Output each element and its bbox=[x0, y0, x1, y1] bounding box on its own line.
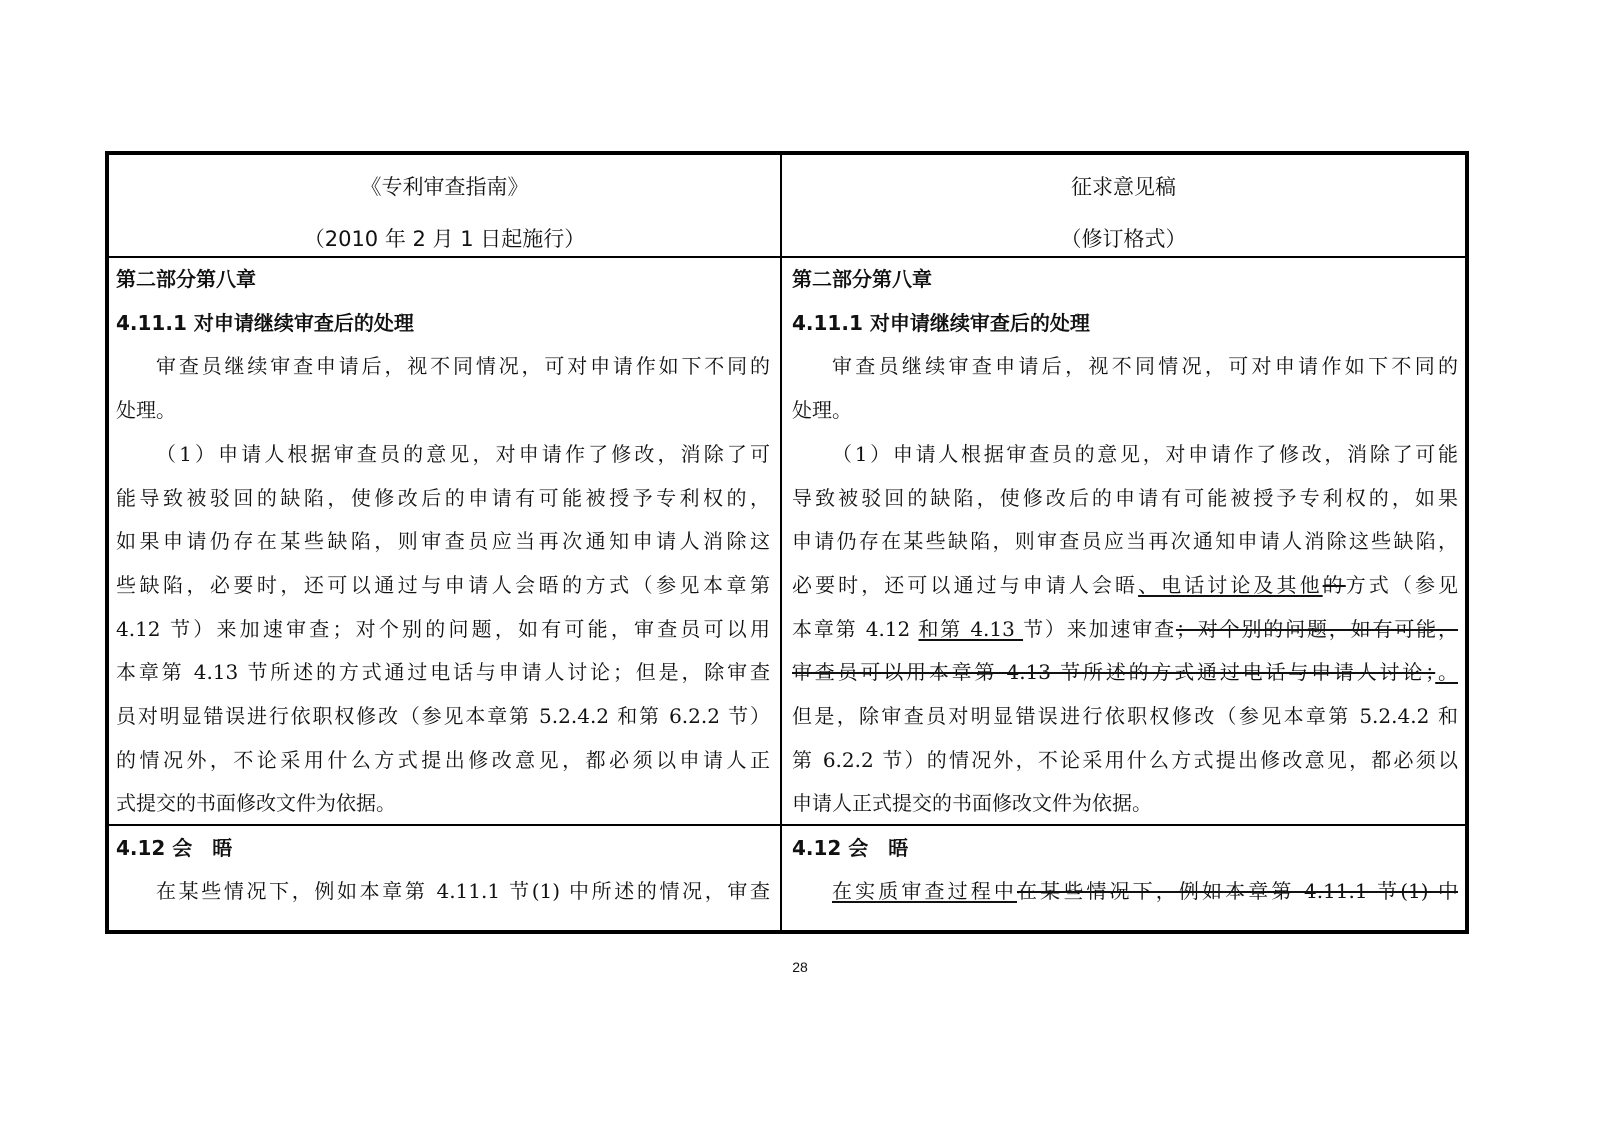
deleted-text: 审查员可以用本章第 4.13 节所述的方式通过电话与申请人讨论； bbox=[792, 660, 1436, 684]
right-paragraph-line bbox=[832, 876, 1458, 906]
right-paragraph-line: 申请仍存在某些缺陷，则审查员应当再次通知申请人消除这些缺陷， bbox=[792, 529, 1458, 553]
right-paragraph-line: 审查员继续审查申请后，视不同情况，可对申请作如下不同的 bbox=[832, 354, 1458, 378]
left-paragraph-line: 本章第 4.13 节所述的方式通过电话与申请人讨论；但是，除审查 bbox=[116, 660, 770, 684]
left-paragraph-line: 员对明显错误进行依职权修改（参见本章第 5.2.4.2 和第 6.2.2 节） bbox=[116, 704, 770, 728]
right-paragraph-line bbox=[792, 614, 1458, 644]
plain-text: 节）来加速审查 bbox=[1023, 617, 1176, 641]
page-number: 28 bbox=[792, 959, 808, 975]
column-divider bbox=[780, 151, 782, 934]
left-paragraph-line: 4.12 节）来加速审查；对个别的问题，如有可能，审查员可以用 bbox=[116, 617, 770, 641]
right-paragraph-line: 但是，除审查员对明显错误进行依职权修改（参见本章第 5.2.4.2 和 bbox=[792, 704, 1458, 728]
right-section-heading-4111: 4.11.1 对申请继续审查后的处理 bbox=[792, 311, 1090, 335]
left-paragraph-line: （1）申请人根据审查员的意见，对申请作了修改，消除了可 bbox=[156, 442, 770, 466]
right-paragraph-line bbox=[792, 657, 1458, 687]
left-paragraph-line: 在某些情况下，例如本章第 4.11.1 节(1) 中所述的情况，审查 bbox=[156, 879, 770, 903]
right-part-heading: 第二部分第八章 bbox=[792, 267, 932, 291]
left-part-heading: 第二部分第八章 bbox=[116, 267, 256, 291]
inserted-text: 在实质审查过程中 bbox=[832, 879, 1017, 903]
plain-text: 方式（参见 bbox=[1345, 573, 1459, 597]
inserted-text: 。 bbox=[1435, 660, 1458, 684]
right-paragraph-line: 处理。 bbox=[792, 398, 852, 422]
plain-text: 必要时，还可以通过与申请人会晤 bbox=[792, 573, 1139, 597]
section-divider bbox=[105, 824, 1469, 826]
left-header-title: 《专利审查指南》 bbox=[360, 175, 529, 199]
right-paragraph-line: 导致被驳回的缺陷，使修改后的申请有可能被授予专利权的，如果 bbox=[792, 486, 1458, 510]
right-paragraph-line: 申请人正式提交的书面修改文件为依据。 bbox=[792, 791, 1152, 815]
left-paragraph-line: 的情况外，不论采用什么方式提出修改意见，都必须以申请人正 bbox=[116, 748, 770, 772]
right-section-heading-412: 4.12 会 晤 bbox=[792, 836, 909, 860]
left-paragraph-line: 式提交的书面修改文件为依据。 bbox=[116, 791, 396, 815]
left-paragraph-line: 审查员继续审查申请后，视不同情况，可对申请作如下不同的 bbox=[156, 354, 770, 378]
left-paragraph-line: 能导致被驳回的缺陷，使修改后的申请有可能被授予专利权的， bbox=[116, 486, 770, 510]
deleted-text: 在某些情况下，例如本章第 4.11.1 节(1) 中 bbox=[1017, 879, 1459, 903]
left-paragraph-line: 如果申请仍存在某些缺陷，则审查员应当再次通知申请人消除这 bbox=[116, 529, 770, 553]
right-paragraph-line: 第 6.2.2 节）的情况外，不论采用什么方式提出修改意见，都必须以 bbox=[792, 748, 1458, 772]
left-paragraph-line: 处理。 bbox=[116, 398, 176, 422]
left-section-heading-412: 4.12 会 晤 bbox=[116, 836, 233, 860]
left-paragraph-line: 些缺陷，必要时，还可以通过与申请人会晤的方式（参见本章第 bbox=[116, 573, 770, 597]
header-divider bbox=[105, 256, 1469, 258]
right-header-subtitle: （修订格式） bbox=[1060, 227, 1187, 251]
left-header-subtitle: （2010 年 2 月 1 日起施行） bbox=[303, 227, 586, 251]
left-section-heading-4111: 4.11.1 对申请继续审查后的处理 bbox=[116, 311, 414, 335]
inserted-text: 、电话讨论及其他 bbox=[1138, 573, 1323, 597]
plain-text: 本章第 4.12 bbox=[792, 617, 919, 641]
deleted-text: ；对个别的问题，如有可能， bbox=[1175, 617, 1459, 641]
right-paragraph-line bbox=[792, 570, 1458, 600]
right-header-title: 征求意见稿 bbox=[1071, 175, 1176, 199]
inserted-text: 和第 4.13 bbox=[918, 617, 1024, 641]
deleted-text: 的 bbox=[1322, 573, 1346, 597]
right-paragraph-line: （1）申请人根据审查员的意见，对申请作了修改，消除了可能 bbox=[832, 442, 1458, 466]
